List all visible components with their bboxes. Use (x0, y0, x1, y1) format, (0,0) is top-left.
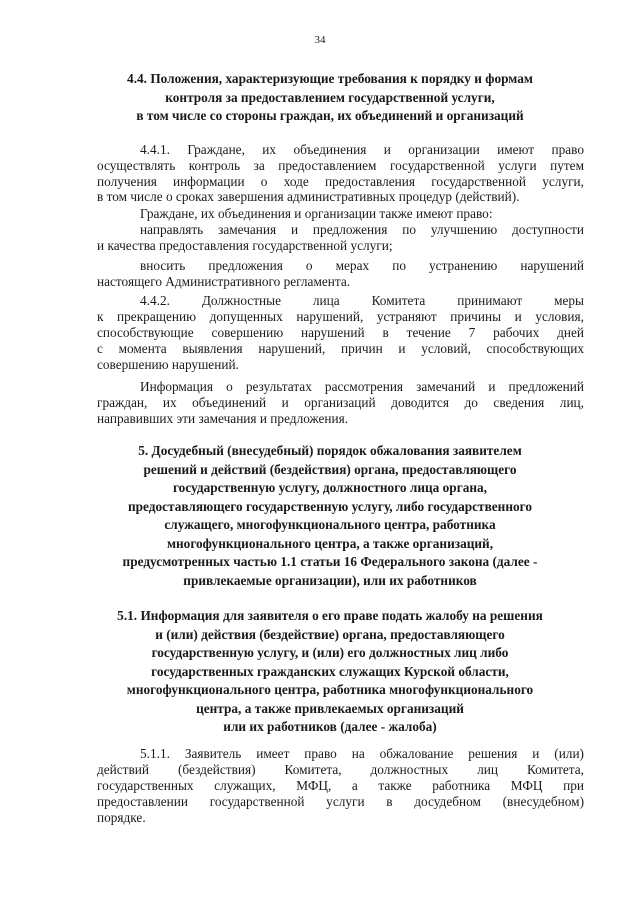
section-5-1-heading (90, 607, 570, 737)
body-line: и качества предоставления государственной услуги; (97, 238, 393, 253)
section-4-4-heading (90, 70, 570, 126)
body-line: к прекращению допущенных нарушений, устраняют причины и условия, (97, 309, 584, 324)
heading-line: привлекаемые организации), или их работников (183, 572, 477, 588)
body-line: осуществлять контроль за предоставлением государственной услуги путем (97, 158, 584, 173)
page-number: 34 (314, 34, 326, 46)
body-line: Информация о результатах рассмотрения замечаний и предложений (140, 379, 584, 394)
body-line: государственных служащих, МФЦ, а также работника МФЦ при (97, 778, 584, 793)
heading-line: решений и действий (бездействия) органа, предоставляющего (143, 461, 517, 477)
heading-line: государственную услугу, должностного лица органа, (172, 480, 488, 495)
heading-line: служащего, многофункционального центра, работника (164, 517, 496, 532)
section-5-heading (90, 442, 570, 590)
body-line: предоставлении государственной услуги в досудебном (внесудебном) (97, 794, 584, 809)
body-line: действий (бездействия) Комитета, должностных лиц Комитета, (97, 762, 584, 777)
heading-line: многофункционального центра, работника многофункционального (126, 682, 534, 697)
heading-line: государственных гражданских служащих Курской области, (151, 663, 509, 679)
body-line: направивших эти замечания и предложения. (97, 411, 349, 426)
heading-line: государственную услугу, и (или) его должностных лиц либо (151, 645, 509, 660)
body-line: вносить предложения о мерах по устранению нарушений (140, 258, 584, 273)
body-line: настоящего Административного регламента. (97, 274, 351, 289)
heading-line: 5.1. Информация для заявителя о его праве подать жалобу на решения (117, 608, 543, 623)
body-line: получения информации о ходе предоставления государственной услуги, (97, 174, 584, 189)
heading-line: или их работников (далее - жалоба) (223, 719, 437, 734)
body-line: Граждане, их объединения и организации также имеют право: (140, 206, 493, 221)
body-line: с момента выявления нарушений, причин и условий, способствующих (97, 341, 584, 356)
body-line: граждан, их объединений и организаций доводится до сведения лиц, (97, 395, 584, 410)
body-line: 5.1.1. Заявитель имеет право на обжалование решения и (или) (140, 746, 584, 761)
heading-line: контроля за предоставлением государственной услуги, (165, 89, 495, 105)
heading-line: и (или) действия (бездействие) органа, предоставляющего (155, 626, 505, 642)
heading-line: 4.4. Положения, характеризующие требования к порядку и формам (127, 71, 533, 86)
heading-line: 5. Досудебный (внесудебный) порядок обжалования заявителем (138, 443, 522, 458)
heading-line: центра, а также привлекаемых организаций (196, 700, 464, 716)
heading-line: предоставляющего государственную услугу, либо государственного (128, 498, 532, 514)
body-line: способствующие совершению нарушений в течение 7 рабочих дней (97, 325, 584, 340)
heading-line: в том числе со стороны граждан, их объединений и организаций (136, 108, 524, 123)
body-line: в том числе о сроках завершения административных процедур (действий). (97, 189, 520, 204)
heading-line: предусмотренных частью 1.1 статьи 16 Федерального закона (далее - (122, 554, 538, 569)
body-line: 4.4.2. Должностные лица Комитета принимают меры (140, 293, 584, 308)
body-line: направлять замечания и предложения по улучшению доступности (140, 222, 584, 237)
body-line: порядке. (97, 810, 146, 825)
heading-line: многофункционального центра, а также организаций, (166, 535, 494, 551)
body-line: совершению нарушений. (97, 357, 239, 372)
body-line: 4.4.1. Граждане, их объединения и организации имеют право (140, 142, 584, 157)
